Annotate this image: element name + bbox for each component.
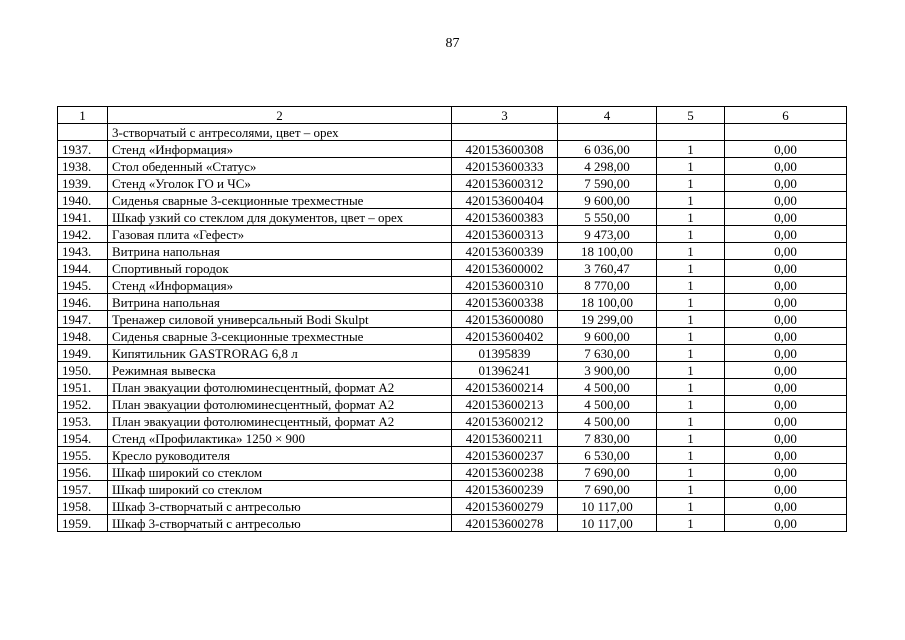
column-header: 1 <box>58 107 108 124</box>
item-price: 7 590,00 <box>558 175 657 192</box>
table-row <box>58 158 847 175</box>
row-number: 1955. <box>58 447 108 464</box>
item-quantity: 1 <box>657 209 725 226</box>
row-number: 1948. <box>58 328 108 345</box>
inventory-code: 420153600333 <box>452 158 558 175</box>
item-name: План эвакуации фотолюминесцентный, формат А2 <box>108 413 452 430</box>
continuation-row <box>58 124 847 141</box>
item-value: 0,00 <box>725 226 847 243</box>
table-row <box>58 311 847 328</box>
item-value: 0,00 <box>725 345 847 362</box>
row-number: 1937. <box>58 141 108 158</box>
row-number <box>58 124 108 141</box>
item-quantity: 1 <box>657 447 725 464</box>
item-name: План эвакуации фотолюминесцентный, формат А2 <box>108 379 452 396</box>
row-number: 1956. <box>58 464 108 481</box>
item-quantity: 1 <box>657 413 725 430</box>
item-name: Режимная вывеска <box>108 362 452 379</box>
item-price: 18 100,00 <box>558 243 657 260</box>
item-quantity: 1 <box>657 158 725 175</box>
row-number: 1938. <box>58 158 108 175</box>
inventory-code: 01395839 <box>452 345 558 362</box>
item-name: Стол обеденный «Статус» <box>108 158 452 175</box>
table-row <box>58 498 847 515</box>
item-price: 18 100,00 <box>558 294 657 311</box>
item-name: Сиденья сварные 3-секционные трехместные <box>108 192 452 209</box>
row-number: 1945. <box>58 277 108 294</box>
item-price: 3 760,47 <box>558 260 657 277</box>
item-price: 7 690,00 <box>558 481 657 498</box>
row-number: 1958. <box>58 498 108 515</box>
item-value: 0,00 <box>725 413 847 430</box>
inventory-code: 420153600279 <box>452 498 558 515</box>
row-number: 1943. <box>58 243 108 260</box>
inventory-code: 420153600338 <box>452 294 558 311</box>
item-quantity: 1 <box>657 192 725 209</box>
table-row <box>58 243 847 260</box>
item-value: 0,00 <box>725 260 847 277</box>
item-name: Витрина напольная <box>108 294 452 311</box>
item-price: 7 630,00 <box>558 345 657 362</box>
inventory-code: 420153600308 <box>452 141 558 158</box>
item-name: Стенд «Уголок ГО и ЧС» <box>108 175 452 192</box>
item-quantity: 1 <box>657 396 725 413</box>
item-quantity: 1 <box>657 481 725 498</box>
inventory-code: 420153600237 <box>452 447 558 464</box>
item-quantity: 1 <box>657 345 725 362</box>
row-number: 1957. <box>58 481 108 498</box>
item-name: Шкаф 3-створчатый с антресолью <box>108 498 452 515</box>
item-value: 0,00 <box>725 362 847 379</box>
item-value: 0,00 <box>725 192 847 209</box>
item-price: 9 600,00 <box>558 328 657 345</box>
item-value: 0,00 <box>725 277 847 294</box>
table-row <box>58 209 847 226</box>
item-quantity: 1 <box>657 141 725 158</box>
header-row <box>58 107 847 124</box>
item-name: Спортивный городок <box>108 260 452 277</box>
table-row <box>58 260 847 277</box>
row-number: 1941. <box>58 209 108 226</box>
table-row <box>58 515 847 532</box>
column-header: 2 <box>108 107 452 124</box>
column-header: 5 <box>657 107 725 124</box>
inventory-code <box>452 124 558 141</box>
item-value: 0,00 <box>725 481 847 498</box>
item-price: 5 550,00 <box>558 209 657 226</box>
row-number: 1947. <box>58 311 108 328</box>
inventory-code: 420153600214 <box>452 379 558 396</box>
item-quantity: 1 <box>657 464 725 481</box>
table-row <box>58 481 847 498</box>
item-price: 19 299,00 <box>558 311 657 328</box>
inventory-code: 420153600383 <box>452 209 558 226</box>
inventory-code: 420153600310 <box>452 277 558 294</box>
item-name: Шкаф широкий со стеклом <box>108 481 452 498</box>
item-price: 6 530,00 <box>558 447 657 464</box>
item-value: 0,00 <box>725 447 847 464</box>
table-row <box>58 379 847 396</box>
row-number: 1942. <box>58 226 108 243</box>
item-value: 0,00 <box>725 328 847 345</box>
item-price: 10 117,00 <box>558 498 657 515</box>
table-row <box>58 362 847 379</box>
table-row <box>58 277 847 294</box>
table-row <box>58 413 847 430</box>
row-number: 1954. <box>58 430 108 447</box>
item-value: 0,00 <box>725 379 847 396</box>
table-row <box>58 464 847 481</box>
item-quantity <box>657 124 725 141</box>
item-quantity: 1 <box>657 277 725 294</box>
item-name: Шкаф широкий со стеклом <box>108 464 452 481</box>
item-value: 0,00 <box>725 464 847 481</box>
item-value: 0,00 <box>725 498 847 515</box>
item-name: Кипятильник GASTRORAG 6,8 л <box>108 345 452 362</box>
row-number: 1944. <box>58 260 108 277</box>
inventory-code: 420153600238 <box>452 464 558 481</box>
item-price: 4 298,00 <box>558 158 657 175</box>
row-number: 1953. <box>58 413 108 430</box>
inventory-code: 420153600339 <box>452 243 558 260</box>
item-name: Кресло руководителя <box>108 447 452 464</box>
inventory-code: 420153600312 <box>452 175 558 192</box>
item-value: 0,00 <box>725 396 847 413</box>
column-header: 3 <box>452 107 558 124</box>
item-price: 7 690,00 <box>558 464 657 481</box>
item-value: 0,00 <box>725 158 847 175</box>
item-price: 9 473,00 <box>558 226 657 243</box>
item-quantity: 1 <box>657 175 725 192</box>
page-number: 87 <box>445 36 460 51</box>
inventory-code: 01396241 <box>452 362 558 379</box>
table-row <box>58 141 847 158</box>
item-quantity: 1 <box>657 430 725 447</box>
item-price <box>558 124 657 141</box>
item-quantity: 1 <box>657 226 725 243</box>
column-header: 4 <box>558 107 657 124</box>
row-number: 1939. <box>58 175 108 192</box>
item-name: 3-створчатый с антресолями, цвет – орех <box>108 124 452 141</box>
item-value <box>725 124 847 141</box>
row-number: 1952. <box>58 396 108 413</box>
item-quantity: 1 <box>657 311 725 328</box>
item-value: 0,00 <box>725 243 847 260</box>
item-name: Тренажер силовой универсальный Bodi Skulpt <box>108 311 452 328</box>
item-quantity: 1 <box>657 243 725 260</box>
inventory-code: 420153600313 <box>452 226 558 243</box>
item-name: Сиденья сварные 3-секционные трехместные <box>108 328 452 345</box>
row-number: 1949. <box>58 345 108 362</box>
item-quantity: 1 <box>657 498 725 515</box>
inventory-code: 420153600404 <box>452 192 558 209</box>
table-row <box>58 345 847 362</box>
table-row <box>58 430 847 447</box>
item-quantity: 1 <box>657 515 725 532</box>
item-quantity: 1 <box>657 294 725 311</box>
row-number: 1951. <box>58 379 108 396</box>
row-number: 1950. <box>58 362 108 379</box>
table-row <box>58 328 847 345</box>
item-value: 0,00 <box>725 515 847 532</box>
item-quantity: 1 <box>657 362 725 379</box>
table-row <box>58 192 847 209</box>
item-price: 4 500,00 <box>558 396 657 413</box>
item-name: Стенд «Информация» <box>108 277 452 294</box>
item-quantity: 1 <box>657 379 725 396</box>
item-value: 0,00 <box>725 430 847 447</box>
inventory-code: 420153600211 <box>452 430 558 447</box>
item-value: 0,00 <box>725 294 847 311</box>
item-price: 10 117,00 <box>558 515 657 532</box>
item-price: 7 830,00 <box>558 430 657 447</box>
inventory-code: 420153600080 <box>452 311 558 328</box>
inventory-code: 420153600213 <box>452 396 558 413</box>
item-quantity: 1 <box>657 328 725 345</box>
item-name: Стенд «Профилактика» 1250 × 900 <box>108 430 452 447</box>
table-row <box>58 447 847 464</box>
item-name: Витрина напольная <box>108 243 452 260</box>
item-value: 0,00 <box>725 141 847 158</box>
item-name: Шкаф узкий со стеклом для документов, цвет – орех <box>108 209 452 226</box>
row-number: 1946. <box>58 294 108 311</box>
column-header: 6 <box>725 107 847 124</box>
item-value: 0,00 <box>725 175 847 192</box>
inventory-code: 420153600002 <box>452 260 558 277</box>
item-name: Шкаф 3-створчатый с антресолью <box>108 515 452 532</box>
inventory-code: 420153600212 <box>452 413 558 430</box>
item-name: План эвакуации фотолюминесцентный, формат А2 <box>108 396 452 413</box>
item-price: 6 036,00 <box>558 141 657 158</box>
item-value: 0,00 <box>725 209 847 226</box>
item-price: 8 770,00 <box>558 277 657 294</box>
table-row <box>58 294 847 311</box>
inventory-table <box>57 106 847 532</box>
item-quantity: 1 <box>657 260 725 277</box>
item-name: Стенд «Информация» <box>108 141 452 158</box>
item-price: 4 500,00 <box>558 413 657 430</box>
item-price: 3 900,00 <box>558 362 657 379</box>
item-price: 9 600,00 <box>558 192 657 209</box>
inventory-code: 420153600402 <box>452 328 558 345</box>
table-row <box>58 396 847 413</box>
table-row <box>58 175 847 192</box>
table-row <box>58 226 847 243</box>
item-value: 0,00 <box>725 311 847 328</box>
inventory-code: 420153600239 <box>452 481 558 498</box>
row-number: 1940. <box>58 192 108 209</box>
item-price: 4 500,00 <box>558 379 657 396</box>
item-name: Газовая плита «Гефест» <box>108 226 452 243</box>
inventory-code: 420153600278 <box>452 515 558 532</box>
row-number: 1959. <box>58 515 108 532</box>
